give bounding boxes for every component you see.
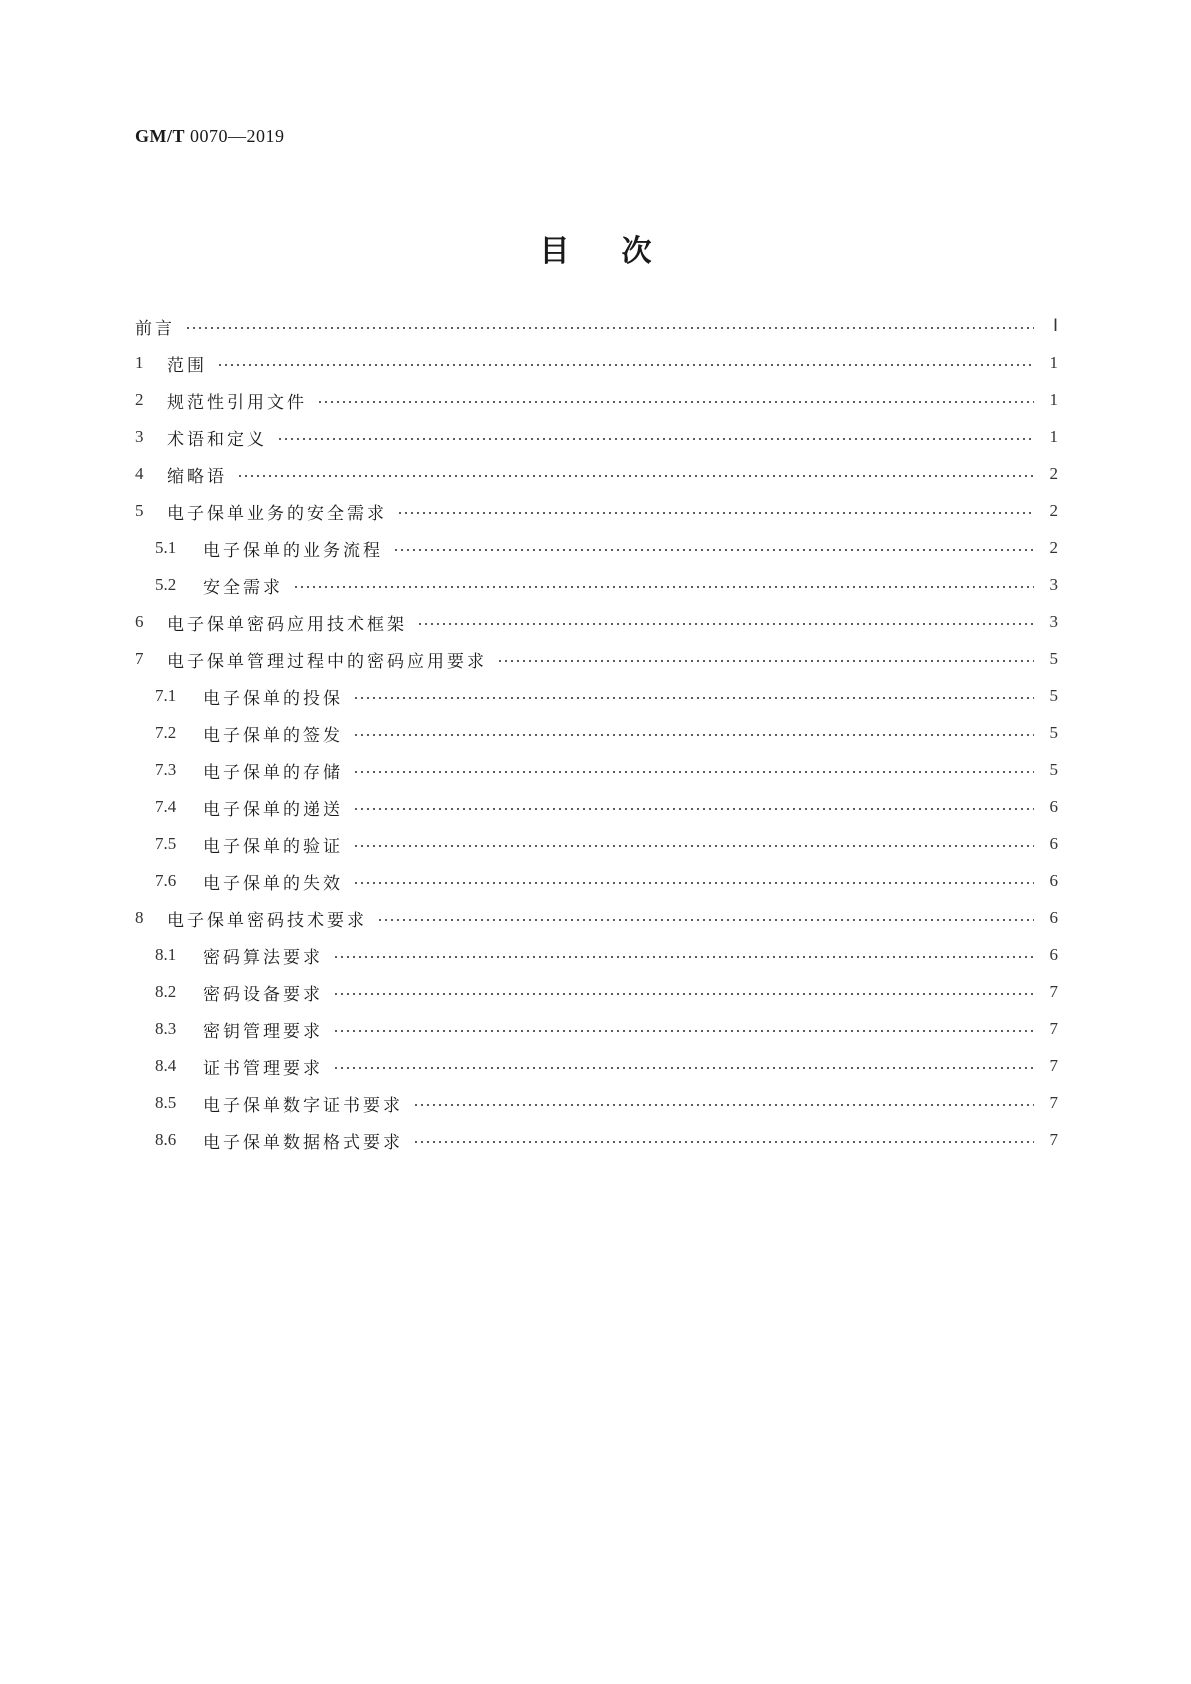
toc-entry[interactable] bbox=[135, 942, 1058, 968]
toc-entry-title: 电子保单的存储 bbox=[203, 762, 343, 783]
toc-entry-page: 6 bbox=[1049, 908, 1058, 927]
toc-dot-leader bbox=[293, 586, 1034, 588]
toc-entry[interactable] bbox=[135, 794, 1058, 820]
toc-entry-number: 1 bbox=[135, 353, 144, 372]
toc-entry[interactable] bbox=[135, 683, 1058, 709]
toc-entry-page: 2 bbox=[1049, 464, 1058, 483]
toc-dot-leader bbox=[353, 845, 1034, 847]
toc-entry-number: 8.5 bbox=[155, 1093, 177, 1112]
toc-dot-leader bbox=[353, 771, 1034, 773]
toc-entry-page: 7 bbox=[1049, 1019, 1058, 1038]
standard-number: 0070—2019 bbox=[190, 126, 285, 146]
toc-entry[interactable] bbox=[135, 979, 1058, 1005]
toc-entry[interactable] bbox=[135, 572, 1058, 598]
toc-entry[interactable] bbox=[135, 831, 1058, 857]
toc-entry-title: 电子保单密码技术要求 bbox=[167, 910, 367, 931]
toc-entry-page: 6 bbox=[1049, 834, 1058, 853]
toc-entry[interactable] bbox=[135, 350, 1058, 376]
toc-dot-leader bbox=[497, 660, 1034, 662]
toc-entry[interactable] bbox=[135, 461, 1058, 487]
toc-dot-leader bbox=[217, 364, 1034, 366]
toc-entry-page: 7 bbox=[1049, 1093, 1058, 1112]
toc-entry-title: 电子保单密码应用技术框架 bbox=[167, 614, 407, 635]
toc-entry-page: 7 bbox=[1049, 1056, 1058, 1075]
toc-entry-number: 7.6 bbox=[155, 871, 177, 890]
toc-entry-number: 5 bbox=[135, 501, 144, 520]
toc-dot-leader bbox=[393, 549, 1034, 551]
toc-entry-number: 8.2 bbox=[155, 982, 177, 1001]
toc-dot-leader bbox=[333, 956, 1034, 958]
toc-entry-number: 7.4 bbox=[155, 797, 177, 816]
toc-entry-number: 8.4 bbox=[155, 1056, 177, 1075]
toc-entry-number: 6 bbox=[135, 612, 144, 631]
toc-entry-title: 电子保单数据格式要求 bbox=[203, 1132, 403, 1153]
toc-entry-title: 电子保单业务的安全需求 bbox=[167, 503, 387, 524]
toc-entry-title: 密码设备要求 bbox=[203, 984, 323, 1005]
toc-entry-title: 电子保单数字证书要求 bbox=[203, 1095, 403, 1116]
toc-entry-number: 4 bbox=[135, 464, 144, 483]
toc-entry-page: 5 bbox=[1049, 760, 1058, 779]
toc-entry-number: 5.1 bbox=[155, 538, 177, 557]
toc-entry-number: 8.1 bbox=[155, 945, 177, 964]
toc-entry-page: 1 bbox=[1049, 390, 1058, 409]
standard-prefix: GM/T bbox=[135, 126, 185, 146]
toc-entry-title: 电子保单的业务流程 bbox=[203, 540, 383, 561]
toc-entry-number: 7.2 bbox=[155, 723, 177, 742]
toc-entry[interactable] bbox=[135, 387, 1058, 413]
toc-entry-page: 6 bbox=[1049, 797, 1058, 816]
toc-dot-leader bbox=[397, 512, 1034, 514]
toc-entry-number: 8.6 bbox=[155, 1130, 177, 1149]
toc-entry-title: 电子保单的签发 bbox=[203, 725, 343, 746]
toc-entry-number: 3 bbox=[135, 427, 144, 446]
toc-entry-title: 电子保单的验证 bbox=[203, 836, 343, 857]
toc-dot-leader bbox=[353, 808, 1034, 810]
toc-dot-leader bbox=[417, 623, 1034, 625]
toc-entry-page: Ⅰ bbox=[1052, 316, 1058, 335]
toc-dot-leader bbox=[333, 1067, 1034, 1069]
toc-entry[interactable] bbox=[135, 1090, 1058, 1116]
toc-entry-page: 7 bbox=[1049, 1130, 1058, 1149]
toc-entry[interactable] bbox=[135, 424, 1058, 450]
toc-entry-title: 电子保单的递送 bbox=[203, 799, 343, 820]
toc-dot-leader bbox=[277, 438, 1034, 440]
toc-entry-title: 术语和定义 bbox=[167, 429, 267, 450]
toc-entry-title: 密码算法要求 bbox=[203, 947, 323, 968]
toc-entry-number: 2 bbox=[135, 390, 144, 409]
toc-entry[interactable] bbox=[135, 868, 1058, 894]
toc-entry-title: 安全需求 bbox=[203, 577, 283, 598]
toc-entry-number: 5.2 bbox=[155, 575, 177, 594]
toc-entry-title: 缩略语 bbox=[167, 466, 227, 487]
toc-entry-number: 7.3 bbox=[155, 760, 177, 779]
toc-entry-title: 密钥管理要求 bbox=[203, 1021, 323, 1042]
toc-entry-title: 证书管理要求 bbox=[203, 1058, 323, 1079]
toc-entry-number: 8 bbox=[135, 908, 144, 927]
toc-entry[interactable] bbox=[135, 646, 1058, 672]
toc-entry-title: 电子保单的失效 bbox=[203, 873, 343, 894]
toc-entry-title: 前言 bbox=[135, 318, 175, 339]
toc-entry[interactable] bbox=[135, 757, 1058, 783]
toc-entry[interactable] bbox=[135, 313, 1058, 339]
toc-dot-leader bbox=[413, 1104, 1034, 1106]
toc-entry[interactable] bbox=[135, 609, 1058, 635]
toc-entry-number: 7 bbox=[135, 649, 144, 668]
toc-entry[interactable] bbox=[135, 720, 1058, 746]
toc-dot-leader bbox=[377, 919, 1034, 921]
toc-entry-page: 1 bbox=[1049, 427, 1058, 446]
toc-entry-title: 范围 bbox=[167, 355, 207, 376]
toc-entry-page: 2 bbox=[1049, 538, 1058, 557]
toc-entry-title: 电子保单的投保 bbox=[203, 688, 343, 709]
toc-entry-page: 1 bbox=[1049, 353, 1058, 372]
toc-dot-leader bbox=[333, 993, 1034, 995]
toc-entry-page: 6 bbox=[1049, 945, 1058, 964]
toc-entry-number: 7.5 bbox=[155, 834, 177, 853]
toc-title: 目次 bbox=[539, 234, 704, 269]
toc-entry[interactable] bbox=[135, 1016, 1058, 1042]
toc-entry-number: 8.3 bbox=[155, 1019, 177, 1038]
standard-code bbox=[135, 126, 285, 147]
toc-dot-leader bbox=[237, 475, 1034, 477]
toc-dot-leader bbox=[353, 882, 1034, 884]
toc-entry-title: 电子保单管理过程中的密码应用要求 bbox=[167, 651, 487, 672]
toc-entry-page: 5 bbox=[1049, 649, 1058, 668]
toc-entry[interactable] bbox=[135, 1127, 1058, 1153]
toc-entry-page: 5 bbox=[1049, 723, 1058, 742]
toc-dot-leader bbox=[333, 1030, 1034, 1032]
toc-dot-leader bbox=[317, 401, 1034, 403]
toc-entry[interactable] bbox=[135, 1053, 1058, 1079]
toc-dot-leader bbox=[413, 1141, 1034, 1143]
toc-dot-leader bbox=[185, 327, 1034, 329]
toc-dot-leader bbox=[353, 734, 1034, 736]
toc-entry-title: 规范性引用文件 bbox=[167, 392, 307, 413]
toc-entry-page: 7 bbox=[1049, 982, 1058, 1001]
toc-entry[interactable] bbox=[135, 498, 1058, 524]
toc-entry-number: 7.1 bbox=[155, 686, 177, 705]
toc-entry-page: 5 bbox=[1049, 686, 1058, 705]
toc-entry-page: 2 bbox=[1049, 501, 1058, 520]
toc-dot-leader bbox=[353, 697, 1034, 699]
toc-entry-page: 6 bbox=[1049, 871, 1058, 890]
toc-entry-page: 3 bbox=[1049, 575, 1058, 594]
toc-entry[interactable] bbox=[135, 905, 1058, 931]
toc-entry[interactable] bbox=[135, 535, 1058, 561]
toc-entry-page: 3 bbox=[1049, 612, 1058, 631]
